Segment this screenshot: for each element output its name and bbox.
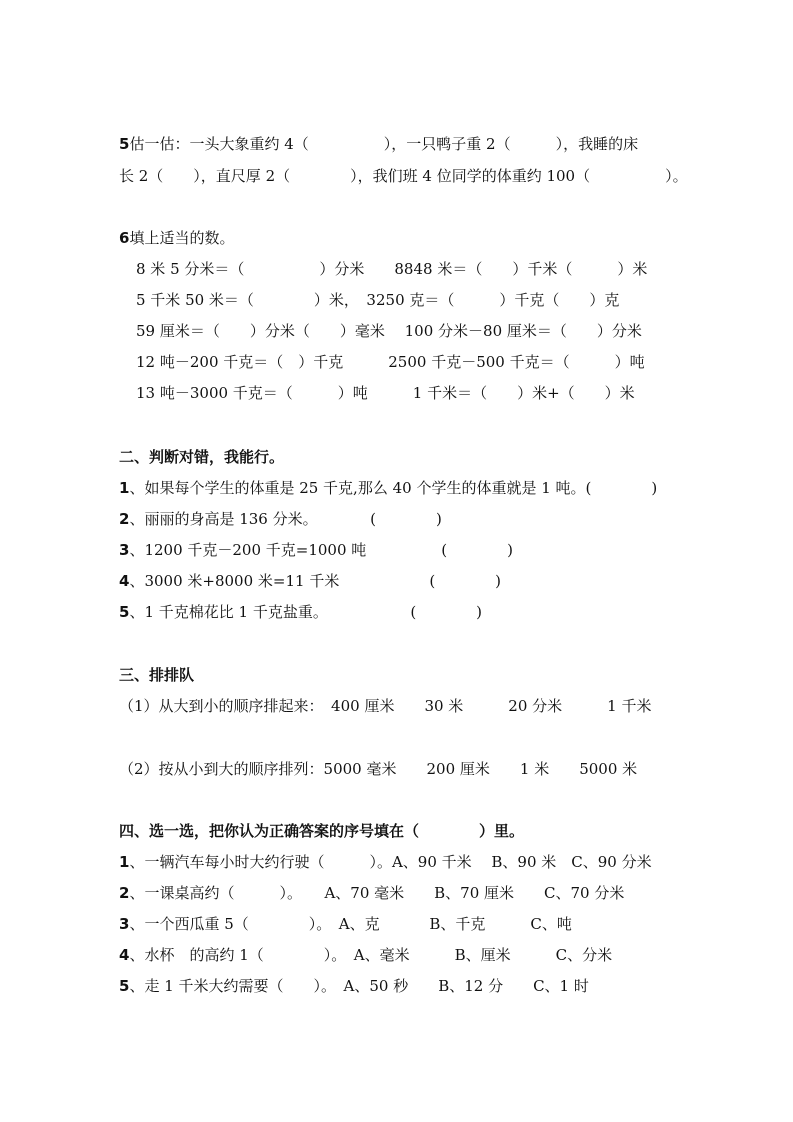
choice-item-text: 、一课桌高约（ ）。 A、70 毫米 B、70 厘米 C、70 分米 <box>129 884 625 902</box>
q5-line-2 <box>119 166 688 186</box>
section-3-title: 三、排排队 <box>119 666 195 684</box>
q6-row: 5 千米 50 米＝（ ）米， 3250 克＝（ ）千克（ ）克 <box>136 291 620 309</box>
choice-item-number: 1 <box>119 853 130 871</box>
section-4-title: 四、选一选，把你认为正确答案的序号填在（ ）里。 <box>119 822 525 840</box>
q6-title-line <box>119 228 234 248</box>
choice-item-text: 、走 1 千米大约需要（ ）。 A、50 秒 B、12 分 C、1 时 <box>129 977 589 995</box>
judge-item-text: 、3000 米+8000 米=11 千米 ( ) <box>129 572 502 590</box>
judge-item-number: 3 <box>119 541 130 559</box>
choice-item <box>119 914 572 934</box>
choice-item-text: 、一辆汽车每小时大约行驶（ ）。A、90 千米 B、90 米 C、90 分米 <box>129 853 652 871</box>
order-row-1: （1）从大到小的顺序排起来： 400 厘米 30 米 20 分米 1 千米 <box>119 697 652 715</box>
judge-item <box>119 509 442 529</box>
judge-item <box>119 540 513 560</box>
q5-text-1: 估一估：一头大象重约 4（ ），一只鸭子重 2（ ），我睡的床 <box>129 135 639 153</box>
choice-item <box>119 883 624 903</box>
judge-item-number: 2 <box>119 510 130 528</box>
order-row-2: （2）按从小到大的顺序排列：5000 毫米 200 厘米 1 米 5000 米 <box>119 760 638 778</box>
judge-item-number: 1 <box>119 479 130 497</box>
q6-row: 13 吨－3000 千克＝（ ）吨 1 千米＝（ ）米+（ ）米 <box>136 384 635 402</box>
judge-item-text: 、丽丽的身高是 136 分米。 ( ) <box>129 510 442 528</box>
judge-item-text: 、1 千克棉花比 1 千克盐重。 ( ) <box>129 603 483 621</box>
judge-item-number: 5 <box>119 603 130 621</box>
choice-item <box>119 852 652 872</box>
q6-title: 填上适当的数。 <box>129 229 235 247</box>
judge-item <box>119 571 501 591</box>
judge-item-text: 、如果每个学生的体重是 25 千克,那么 40 个学生的体重就是 1 吨。( ) <box>129 479 658 497</box>
q6-number: 6 <box>119 229 130 247</box>
judge-item <box>119 602 482 622</box>
q6-row: 8 米 5 分米＝（ ）分米 8848 米＝（ ）千米（ ）米 <box>136 260 648 278</box>
choice-item-number: 3 <box>119 915 130 933</box>
q5-line-1 <box>119 134 638 154</box>
section-2-title: 二、判断对错，我能行。 <box>119 448 285 466</box>
choice-item-number: 2 <box>119 884 130 902</box>
q6-row: 12 吨－200 千克＝（ ）千克 2500 千克－500 千克＝（ ）吨 <box>136 353 645 371</box>
choice-item <box>119 945 612 965</box>
q6-row: 59 厘米＝（ ）分米（ ）毫米 100 分米－80 厘米＝（ ）分米 <box>136 322 642 340</box>
q5-number: 5 <box>119 135 130 153</box>
choice-item-number: 4 <box>119 946 130 964</box>
choice-item-text: 、一个西瓜重 5（ ）。 A、克 B、千克 C、吨 <box>129 915 572 933</box>
judge-item-text: 、1200 千克－200 千克=1000 吨 ( ) <box>129 541 513 559</box>
q5-text-2: 长 2（ ），直尺厚 2（ ），我们班 4 位同学的体重约 100（ ）。 <box>119 167 688 185</box>
judge-item-number: 4 <box>119 572 130 590</box>
choice-item <box>119 976 589 996</box>
choice-item-text: 、水杯 的高约 1（ ）。 A、毫米 B、厘米 C、分米 <box>129 946 613 964</box>
choice-item-number: 5 <box>119 977 130 995</box>
judge-item <box>119 478 657 498</box>
